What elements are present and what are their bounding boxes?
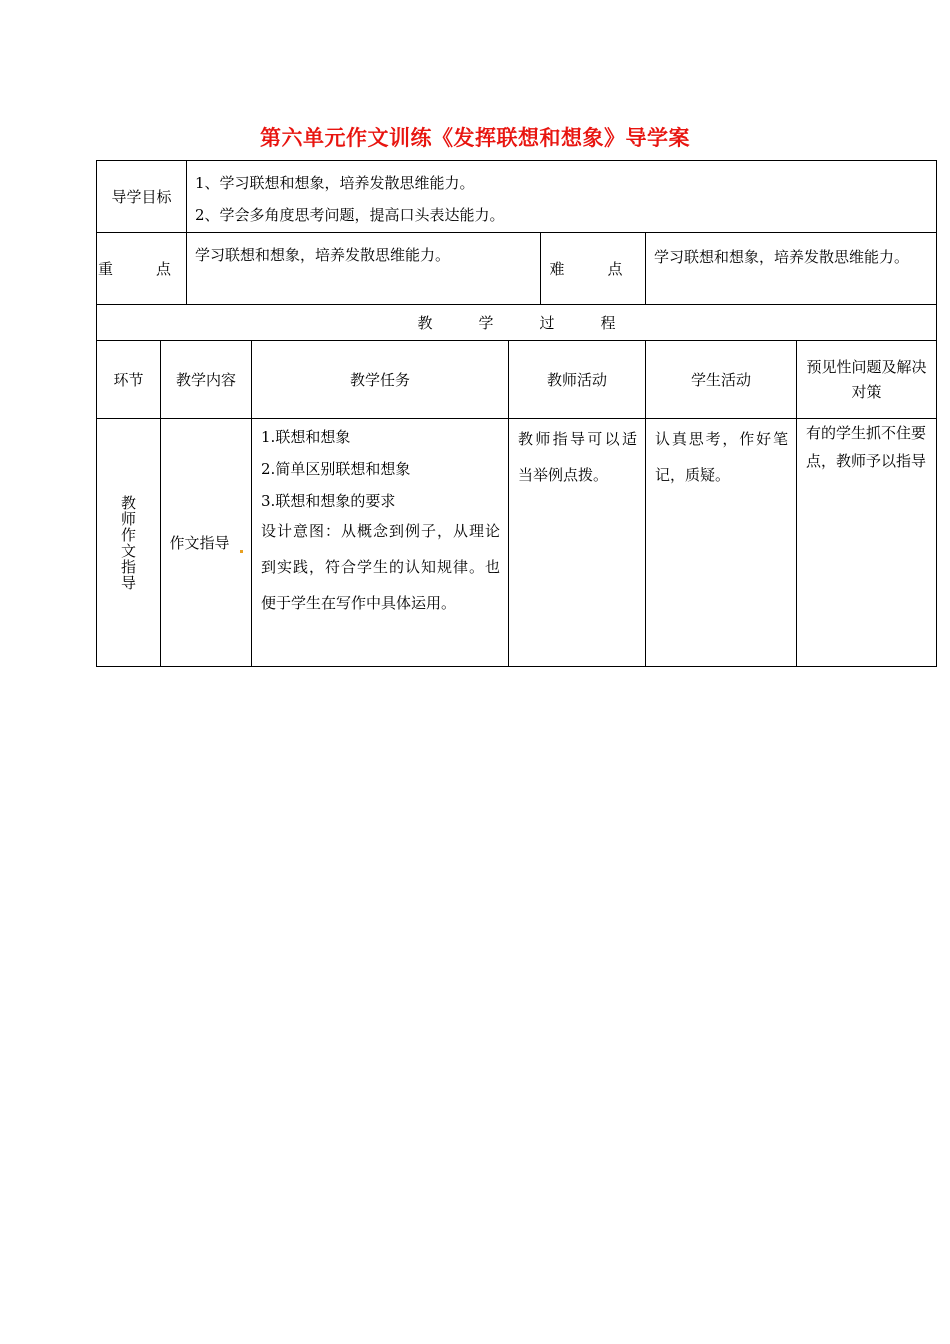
- focus-row: [97, 233, 937, 305]
- col-header-tasks: 教学任务: [252, 341, 509, 419]
- col-header-content: 教学内容: [161, 341, 252, 419]
- col-header-countermeasure: 预见性问题及解决对策: [797, 341, 937, 419]
- col-header-stage: 环节: [97, 341, 161, 419]
- goals-content: [187, 161, 937, 233]
- teacher-activity-cell: [509, 419, 646, 667]
- goals-label: 导学目标: [97, 161, 187, 233]
- mark-dot: [240, 550, 243, 553]
- difficult-point-content: 学习联想和想象，培养发散思维能力。: [646, 233, 937, 305]
- lesson-plan-table: [96, 160, 937, 667]
- stage-text: 教师作文指导: [120, 493, 136, 592]
- countermeasure-cell: [797, 419, 937, 667]
- tasks-cell: [252, 419, 509, 667]
- key-point-content: 学习联想和想象，培养发散思维能力。: [187, 233, 541, 305]
- goal-item-2: 2、学会多角度思考问题，提高口头表达能力。: [195, 206, 505, 224]
- teacher-activity: 教师指导可以适当举例点拨。: [518, 430, 638, 484]
- col-header-teacher: 教师活动: [509, 341, 646, 419]
- column-header-row: [97, 341, 937, 419]
- task-item-3: 3.联想和想象的要求: [261, 492, 396, 510]
- key-point-label: 重 点: [97, 233, 187, 305]
- stage-cell: [97, 419, 161, 667]
- student-activity-cell: [646, 419, 797, 667]
- goals-row: [97, 161, 937, 233]
- process-header-row: [97, 305, 937, 341]
- goal-item-1: 1、学习联想和想象，培养发散思维能力。: [195, 174, 475, 192]
- student-activity: 认真思考，作好笔记，质疑。: [655, 430, 789, 484]
- difficult-point-label: 难 点: [541, 233, 646, 305]
- countermeasure: 有的学生抓不住要点，教师予以指导: [806, 424, 927, 470]
- task-item-1: 1.联想和想象: [261, 428, 351, 446]
- process-header: 教学过程: [97, 305, 937, 341]
- page-title: 第六单元作文训练《发挥联想和想象》导学案: [260, 126, 690, 150]
- design-intent: 设计意图：从概念到例子，从理论到实践，符合学生的认知规律。也便于学生在写作中具体运用。: [261, 522, 501, 612]
- content-text: 作文指导: [169, 534, 230, 552]
- col-header-student: 学生活动: [646, 341, 797, 419]
- content-row: [97, 419, 937, 667]
- content-cell: [161, 419, 252, 667]
- task-item-2: 2.简单区别联想和想象: [261, 460, 411, 478]
